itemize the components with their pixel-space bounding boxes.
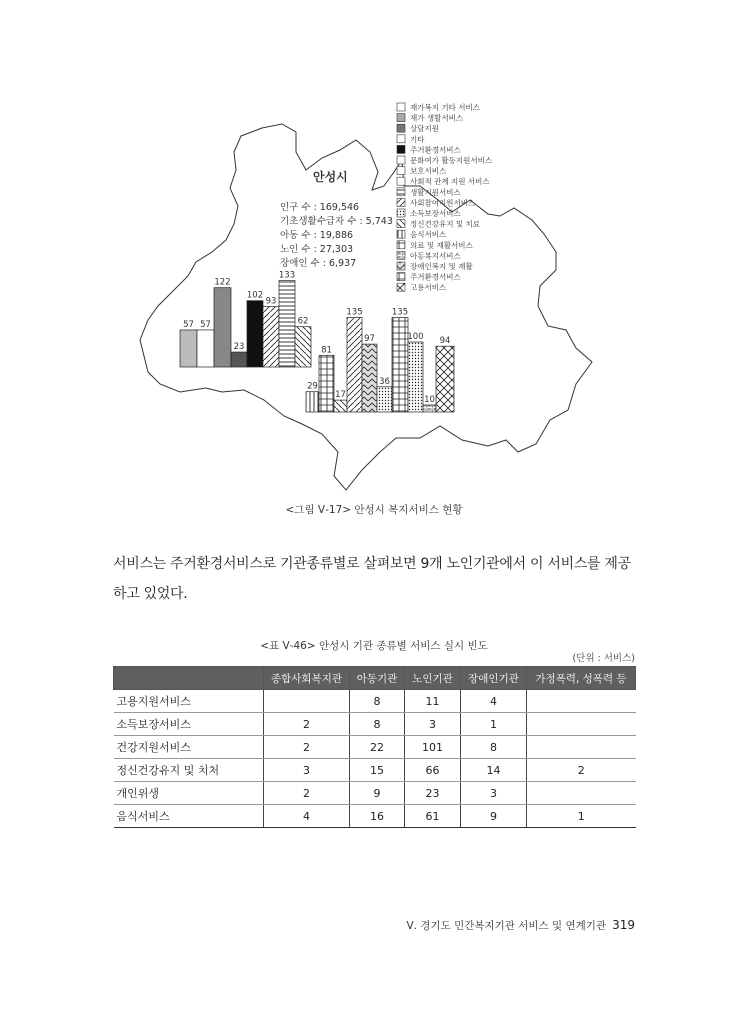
legend-label: 정신건강유지 및 치료	[410, 219, 480, 229]
table-row	[114, 759, 636, 782]
bar-value-label: 10	[424, 395, 435, 405]
bar-value-label: 135	[391, 307, 409, 318]
table-header-cell: 아동기관	[350, 667, 405, 690]
legend-label: 기타	[410, 134, 425, 144]
bar-value-label: 133	[278, 270, 296, 281]
legend-swatch	[397, 177, 405, 185]
legend-swatch	[397, 198, 405, 206]
table-cell	[527, 713, 636, 736]
body-paragraph: 서비스는 주거환경서비스로 기관종류별로 살펴보면 9개 노인기관에서 이 서비스를 제공하고 있었다.	[113, 556, 631, 602]
legend-label: 고용서비스	[410, 283, 447, 293]
table-row	[114, 713, 636, 736]
chart-bar	[295, 327, 311, 367]
table-cell: 8	[350, 713, 405, 736]
table-caption: <표 Ⅴ-46> 안성시 기관 종류별 서비스 실시 빈도	[260, 640, 488, 652]
table-cell: 101	[405, 736, 461, 759]
chart-bar	[247, 301, 263, 367]
legend-label: 생활지원서비스	[410, 187, 461, 197]
chart-bar	[319, 355, 334, 412]
map-stat-line: 아동 수 : 19,886	[280, 230, 354, 241]
table-cell: 3	[405, 713, 461, 736]
legend-label: 재가복지 기타 서비스	[410, 103, 480, 112]
table-cell: 61	[405, 805, 461, 828]
legend-label: 사회참여지원서비스	[410, 198, 476, 208]
legend-swatch	[397, 283, 405, 291]
table-cell: 3	[461, 782, 527, 805]
legend-swatch	[397, 103, 405, 111]
chart-bar	[408, 342, 423, 412]
table-header-cell: 가정폭력, 성폭력 등	[527, 667, 636, 690]
table-header-cell: 종합사회복지관	[264, 667, 350, 690]
legend-label: 음식서비스	[410, 230, 447, 240]
bar-value-label: 29	[307, 381, 318, 392]
table-cell: 14	[461, 759, 527, 782]
table-unit: (단위 : 서비스)	[572, 653, 635, 664]
legend-swatch	[397, 241, 405, 249]
legend-label: 주거환경서비스	[410, 145, 461, 155]
table-cell: 음식서비스	[114, 805, 264, 828]
table-cell: 23	[405, 782, 461, 805]
legend-swatch	[397, 145, 405, 153]
table-header-cell: 장애인기관	[461, 667, 527, 690]
map-city-name: 안성시	[313, 170, 348, 184]
bar-value-label: 62	[297, 316, 309, 327]
legend-swatch	[397, 220, 405, 228]
bar-value-label: 23	[233, 342, 245, 353]
table-cell: 고용지원서비스	[114, 690, 264, 713]
legend-label: 보호서비스	[410, 166, 447, 176]
legend-swatch	[397, 262, 405, 270]
table-cell: 1	[527, 805, 636, 828]
page-number: 319	[612, 918, 635, 932]
table-row	[114, 690, 636, 713]
legend-swatch	[397, 156, 405, 164]
table-cell: 15	[350, 759, 405, 782]
footer-section-title: Ⅴ. 경기도 민간복지기관 서비스 및 연계기관	[406, 920, 607, 932]
table-cell: 2	[264, 736, 350, 759]
table-cell: 1	[461, 713, 527, 736]
table-cell: 2	[264, 713, 350, 736]
table-cell: 건강지원서비스	[114, 736, 264, 759]
bar-value-label: 102	[246, 290, 264, 301]
table-cell	[527, 690, 636, 713]
bar-value-label: 135	[346, 307, 363, 318]
table-header-cell	[114, 667, 264, 690]
legend-label: 장애인복지 및 재활	[410, 262, 473, 271]
chart-bar	[214, 288, 231, 367]
table-cell: 66	[405, 759, 461, 782]
table-cell: 3	[264, 759, 350, 782]
chart-bar	[231, 352, 247, 367]
legend-swatch	[397, 135, 405, 143]
table-cell: 소득보장서비스	[114, 713, 264, 736]
legend-swatch	[397, 251, 405, 259]
legend-label: 주거환경서비스	[410, 272, 461, 282]
legend-label: 의료 및 재활서비스	[410, 240, 473, 250]
service-frequency-table	[113, 666, 636, 828]
table-cell: 2	[264, 782, 350, 805]
legend-swatch	[397, 188, 405, 196]
table-cell: 정신건강유지 및 치처	[114, 759, 264, 782]
legend-label: 아동복지서비스	[410, 251, 461, 261]
chart-bar	[306, 392, 319, 412]
bar-value-label: 94	[439, 336, 451, 347]
chart-bar	[180, 330, 197, 367]
chart-bar	[377, 387, 392, 412]
bar-value-label: 57	[200, 319, 211, 330]
chart-bar	[334, 400, 347, 412]
map-stat-line: 인구 수 : 169,546	[280, 202, 360, 213]
table-cell: 8	[461, 736, 527, 759]
table-row	[114, 805, 636, 828]
anseong-map-figure	[0, 0, 748, 500]
table-cell: 11	[405, 690, 461, 713]
chart-bar	[279, 281, 295, 367]
map-stat-line: 기초생활수급자 수 : 5,743	[280, 216, 393, 227]
map-stat-line: 노인 수 : 27,303	[280, 244, 354, 255]
table-row	[114, 736, 636, 759]
table-cell	[527, 782, 636, 805]
table-cell: 4	[461, 690, 527, 713]
page-footer	[406, 918, 635, 933]
chart-bar	[436, 346, 454, 412]
bar-value-label: 57	[183, 319, 194, 330]
bar-value-label: 122	[214, 277, 231, 288]
table-cell: 9	[461, 805, 527, 828]
table-header-cell: 노인기관	[405, 667, 461, 690]
table-cell: 8	[350, 690, 405, 713]
legend-swatch	[397, 124, 405, 132]
table-cell	[264, 690, 350, 713]
table-cell: 2	[527, 759, 636, 782]
chart-bar	[347, 318, 362, 413]
legend-swatch	[397, 230, 405, 238]
bar-value-label: 100	[407, 332, 424, 342]
legend-label: 상담지원	[410, 124, 439, 134]
bar-value-label: 36	[379, 376, 390, 387]
legend-label: 소득보장서비스	[410, 209, 461, 218]
table-cell	[527, 736, 636, 759]
table-cell: 16	[350, 805, 405, 828]
map-outline	[140, 124, 592, 490]
chart-bar	[263, 307, 279, 367]
legend-swatch	[397, 114, 405, 122]
figure-caption: <그림 Ⅴ-17> 안성시 복지서비스 현황	[285, 504, 463, 516]
table-cell: 9	[350, 782, 405, 805]
legend-swatch	[397, 167, 405, 175]
legend-label: 문화여가 활동지원서비스	[410, 156, 493, 165]
table-header-row	[114, 667, 636, 690]
legend-swatch	[397, 273, 405, 281]
chart-bar	[197, 330, 214, 367]
chart-bar	[423, 405, 436, 412]
chart-bar	[392, 318, 408, 413]
chart-bar	[362, 344, 377, 412]
map-stat-line: 장애인 수 : 6,937	[280, 258, 357, 269]
legend-label: 사회적 관계 지원 서비스	[410, 177, 490, 187]
legend-swatch	[397, 209, 405, 217]
bar-value-label: 97	[364, 334, 375, 345]
bar-value-label: 81	[321, 345, 332, 356]
table-cell: 4	[264, 805, 350, 828]
table-cell: 개인위생	[114, 782, 264, 805]
table-cell: 22	[350, 736, 405, 759]
bar-value-label: 17	[335, 390, 346, 401]
table-row	[114, 782, 636, 805]
bar-value-label: 93	[265, 296, 277, 307]
legend-label: 재가 생활서비스	[410, 113, 464, 123]
